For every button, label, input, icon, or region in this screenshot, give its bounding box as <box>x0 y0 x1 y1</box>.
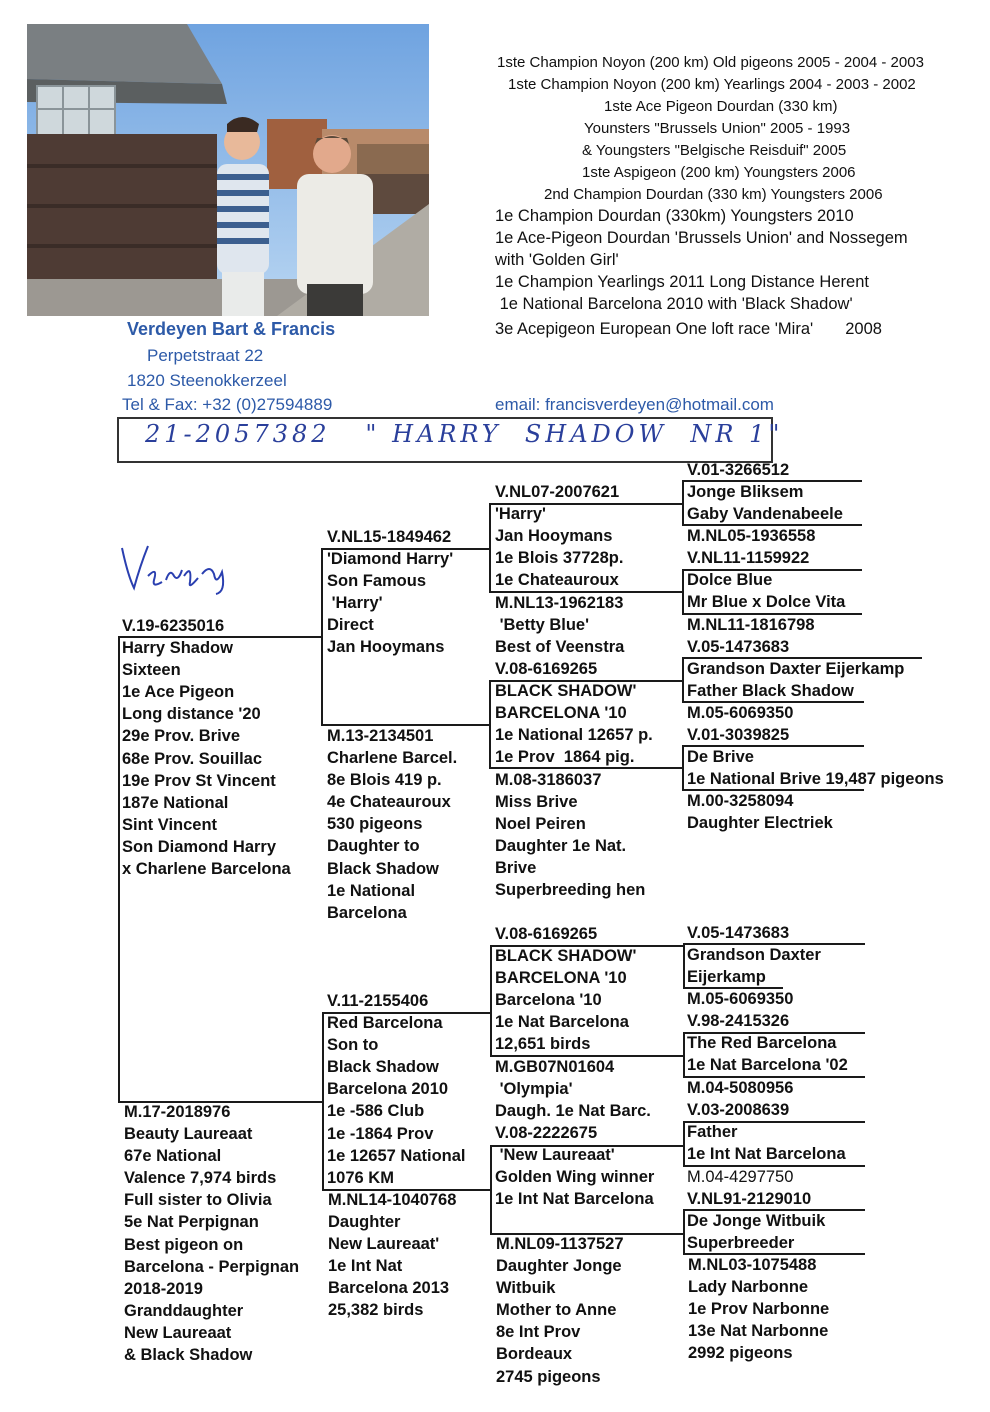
pigeon-line: 68e Prov. Souillac <box>122 749 263 768</box>
pigeon-line: Black Shadow <box>327 859 439 878</box>
pigeon-line: 2745 pigeons <box>496 1367 601 1386</box>
connector-line <box>489 680 491 768</box>
pigeon-line: 1e Chateauroux <box>495 571 619 590</box>
pigeon-line: Full sister to Olivia <box>124 1191 272 1210</box>
pigeon-line: 'Harry' <box>327 594 383 613</box>
pigeon-line: Superbreeding hen <box>495 881 646 900</box>
pigeon-line: BLACK SHADOW' <box>495 682 637 701</box>
achievement-line: with 'Golden Girl' <box>495 251 619 269</box>
pigeon-line: 19e Prov St Vincent <box>122 771 276 790</box>
ring-number: M.04-4297750 <box>687 1168 794 1186</box>
ring-number: M.GB07N01604 <box>495 1058 615 1076</box>
pigeon-line: 'Diamond Harry' <box>327 550 454 569</box>
pigeon-line: & Black Shadow <box>124 1346 253 1365</box>
signature <box>118 536 238 601</box>
gen4-pigeon <box>687 790 833 834</box>
sire-sire-pigeon <box>327 526 453 659</box>
pigeon-line: 'Olympia' <box>495 1080 573 1099</box>
gen4-pigeon <box>687 988 793 1010</box>
gen4-pigeon <box>687 1166 793 1188</box>
pigeon-line: 25,382 birds <box>328 1301 424 1320</box>
pigeon-line: 4e Chateauroux <box>327 793 451 812</box>
pigeon-line: 1e National Brive 19,487 pigeons <box>687 770 944 789</box>
connector-line <box>682 657 684 702</box>
pigeon-line: Direct <box>327 616 374 635</box>
pigeon-line: Best of Veenstra <box>495 638 625 657</box>
connector-line <box>489 503 491 593</box>
connector-line <box>490 945 492 1056</box>
achievement-line: & Youngsters "Belgische Reisduif" 2005 <box>582 142 847 159</box>
gen3-pigeon <box>495 592 624 658</box>
gen4-pigeon <box>687 724 944 790</box>
pigeon-line: Grandson Daxter <box>687 946 821 965</box>
pigeon-line: Daughter to <box>327 837 420 856</box>
pigeon-line: Red Barcelona <box>327 1014 443 1033</box>
owner-street: Perpetstraat 22 <box>147 346 264 365</box>
pigeon-line: 2992 pigeons <box>688 1344 793 1363</box>
pigeon-line: Sixteen <box>122 661 181 680</box>
pigeon-line: 1e -1864 Prov <box>327 1124 434 1143</box>
pigeon-line: Black Shadow <box>327 1058 439 1077</box>
ring-number: V.11-2155406 <box>327 992 429 1010</box>
pigeon-line: 1e Blois 37728p. <box>495 549 624 568</box>
ring-number: M.05-6069350 <box>687 990 794 1008</box>
pigeon-line: Daughter Electriek <box>687 814 833 833</box>
pigeon-line: Sint Vincent <box>122 815 218 834</box>
pigeon-line: Mr Blue x Dolce Vita <box>687 593 846 612</box>
pigeon-line: 1e Prov 1864 pig. <box>495 748 635 767</box>
pigeon-line: Barcelona 2010 <box>327 1080 449 1099</box>
connector-line <box>682 480 684 525</box>
connector-line <box>683 1209 685 1254</box>
gen4-pigeon <box>688 1254 829 1364</box>
pigeon-line: De Jonge Witbuik <box>687 1212 826 1231</box>
ring-number: M.05-6069350 <box>687 704 794 722</box>
gen3-pigeon <box>495 481 623 591</box>
pigeon-line: 1e 12657 National <box>327 1146 466 1165</box>
sire-dam-pigeon <box>327 725 457 924</box>
achievement-line: Younsters "Brussels Union" 2005 - 1993 <box>584 120 851 137</box>
pigeon-line: 5e Nat Perpignan <box>124 1213 259 1232</box>
pigeon-line: Father <box>687 1123 738 1142</box>
ring-number: M.00-3258094 <box>687 792 794 810</box>
pigeon-line: Golden Wing winner <box>495 1168 655 1187</box>
pigeon-line: Daughter <box>328 1213 401 1232</box>
pigeon-line: BLACK SHADOW' <box>495 947 637 966</box>
subject-pigeon <box>122 615 291 880</box>
pigeon-line: Witbuik <box>496 1279 556 1298</box>
pigeon-line: 13e Nat Narbonne <box>688 1322 829 1341</box>
ring-number: V.NL15-1849462 <box>327 528 452 546</box>
gen3-pigeon <box>495 769 645 902</box>
pigeon-line: Dolce Blue <box>687 571 773 590</box>
pigeon-line: New Laureaat' <box>328 1235 440 1254</box>
pigeon-line: Charlene Barcel. <box>327 749 458 768</box>
owner-city: 1820 Steenokkerzeel <box>127 371 287 390</box>
gen3-pigeon <box>496 1233 624 1388</box>
achievement-line: 1ste Champion Noyon (200 km) Yearlings 2004 - 2003 - 2002 <box>508 76 916 93</box>
gen3-pigeon <box>495 1056 651 1122</box>
achievement-line: 2nd Champion Dourdan (330 km) Youngsters 2006 <box>544 186 883 203</box>
pigeon-line: Jonge Bliksem <box>687 483 804 502</box>
pigeon-line: Grandson Daxter Eijerkamp <box>687 660 905 679</box>
pigeon-line: 1e Int Nat <box>328 1257 403 1276</box>
pigeon-line: De Brive <box>687 748 754 767</box>
pigeon-line: Best pigeon on <box>124 1235 244 1254</box>
ring-number: V.08-2222675 <box>495 1124 598 1142</box>
pigeon-line: Valence 7,974 birds <box>124 1169 277 1188</box>
pigeon-line: Son Diamond Harry <box>122 837 277 856</box>
pigeon-line: Miss Brive <box>495 793 578 812</box>
pigeon-line: 1e Int Nat Barcelona <box>495 1190 654 1209</box>
pigeon-line: Daughter 1e Nat. <box>495 837 627 856</box>
pigeon-line: 1e National <box>327 881 416 900</box>
ring-number: M.NL13-1962183 <box>495 594 624 612</box>
gen4-pigeon <box>687 459 843 525</box>
pigeon-line: 'Harry' <box>495 505 546 524</box>
pigeon-line: Barcelona '10 <box>495 991 602 1010</box>
gen4-pigeon <box>687 1099 846 1165</box>
ring-number: V.03-2008639 <box>687 1101 790 1119</box>
pigeon-line: 8e Blois 419 p. <box>327 771 442 790</box>
pigeon-line: 1e Nat Barcelona <box>495 1013 629 1032</box>
pigeon-line: Father Black Shadow <box>687 682 854 701</box>
ring-number: V.19-6235016 <box>122 617 225 635</box>
pigeon-line: 1e Nat Barcelona '02 <box>687 1056 848 1075</box>
pigeon-line: Son to <box>327 1036 379 1055</box>
ring-number: M.NL09-1137527 <box>496 1235 624 1253</box>
connector-line <box>322 1012 324 1190</box>
pigeon-line: Barcelona 2013 <box>328 1279 450 1298</box>
pigeon-line: BARCELONA '10 <box>495 704 627 723</box>
ring-number: V.01-3266512 <box>687 461 790 479</box>
connector-line <box>683 1032 685 1077</box>
pigeon-line: Jan Hooymans <box>327 638 445 657</box>
pigeon-line: 12,651 birds <box>495 1035 591 1054</box>
ring-number: V.01-3039825 <box>687 726 790 744</box>
pigeon-line: 1e Ace Pigeon <box>122 683 235 702</box>
owners-photo <box>27 24 429 316</box>
ring-number: V.08-6169265 <box>495 925 598 943</box>
pigeon-line: 1e National 12657 p. <box>495 726 653 745</box>
pigeon-line: 'New Laureaat' <box>495 1146 615 1165</box>
ring-number: V.NL11-1159922 <box>687 549 810 567</box>
pigeon-line: Granddaughter <box>124 1301 244 1320</box>
ring-number: M.NL03-1075488 <box>688 1256 817 1274</box>
dam-sire-pigeon <box>327 990 466 1189</box>
pigeon-line: 'Betty Blue' <box>495 616 590 635</box>
achievement-line: 1ste Aspigeon (200 km) Youngsters 2006 <box>582 164 856 181</box>
ring-number: V.05-1473683 <box>687 924 790 942</box>
pigeon-line: BARCELONA '10 <box>495 969 627 988</box>
gen4-pigeon <box>687 1077 793 1099</box>
ring-number: M.NL11-1816798 <box>687 616 815 634</box>
pigeon-line: Harry Shadow <box>122 639 233 658</box>
connector-line <box>682 745 684 790</box>
achievement-line: 1e Champion Dourdan (330km) Youngsters 2010 <box>495 207 854 225</box>
pigeon-line: 530 pigeons <box>327 815 423 834</box>
ring-number: V.NL07-2007621 <box>495 483 620 501</box>
achievement-line: 1e Ace-Pigeon Dourdan 'Brussels Union' and Nossegem <box>495 229 908 247</box>
pigeon-line: Gaby Vandenabeele <box>687 505 843 524</box>
connector-line <box>682 569 684 614</box>
connector-line <box>118 636 120 1102</box>
ring-number: M.17-2018976 <box>124 1103 231 1121</box>
gen4-pigeon <box>687 702 793 724</box>
pigeon-line: Noel Peiren <box>495 815 586 834</box>
gen3-pigeon <box>495 923 636 1056</box>
ring-number: M.13-2134501 <box>327 727 434 745</box>
pigeon-title: 21-2057382 " HARRY SHADOW NR 1" <box>145 420 784 448</box>
connector-line <box>683 1121 685 1166</box>
pigeon-line: Mother to Anne <box>496 1301 617 1320</box>
pigeon-line: 187e National <box>122 793 229 812</box>
dam-dam-pigeon <box>328 1189 456 1322</box>
achievement-line: 3e Acepigeon European One loft race 'Mira' 2008 <box>495 320 882 338</box>
pigeon-line: Barcelona <box>327 903 407 922</box>
gen4-pigeon <box>687 614 815 636</box>
pigeon-line: Superbreeder <box>687 1234 795 1253</box>
pigeon-line: Jan Hooymans <box>495 527 613 546</box>
pigeon-line: Daughter Jonge <box>496 1257 622 1276</box>
ring-number: M.NL05-1936558 <box>687 527 816 545</box>
gen4-pigeon <box>687 636 904 702</box>
connector-line <box>683 943 685 988</box>
gen4-pigeon <box>687 1010 848 1076</box>
ring-number: M.NL14-1040768 <box>328 1191 457 1209</box>
gen3-pigeon <box>495 658 653 768</box>
pigeon-line: Brive <box>495 859 537 878</box>
owner-name: Verdeyen Bart & Francis <box>127 319 336 339</box>
ring-number: V.98-2415326 <box>687 1012 790 1030</box>
pigeon-line: 8e Int Prov <box>496 1323 581 1342</box>
owners-photo-image <box>27 24 429 316</box>
dam-pigeon <box>124 1101 299 1366</box>
owner-tel: Tel & Fax: +32 (0)27594889 <box>122 395 333 414</box>
achievement-line: 1ste Ace Pigeon Dourdan (330 km) <box>604 98 838 115</box>
pigeon-line: Son Famous <box>327 572 427 591</box>
connector-line <box>490 1145 492 1235</box>
pigeon-line: 2018-2019 <box>124 1279 203 1298</box>
owner-email: email: francisverdeyen@hotmail.com <box>495 395 774 414</box>
gen4-pigeon <box>687 547 845 613</box>
pigeon-line: The Red Barcelona <box>687 1034 837 1053</box>
gen4-pigeon <box>687 922 821 988</box>
pigeon-line: Eijerkamp <box>687 968 766 987</box>
achievement-line: 1e Champion Yearlings 2011 Long Distance Herent <box>495 273 869 291</box>
ring-number: M.08-3186037 <box>495 771 602 789</box>
signature-scribble <box>118 536 238 596</box>
pigeon-line: 1e Int Nat Barcelona <box>687 1145 846 1164</box>
pigeon-line: 67e National <box>124 1147 222 1166</box>
connector-line <box>321 548 323 725</box>
ring-number: V.08-6169265 <box>495 660 598 678</box>
pigeon-line: Barcelona - Perpignan <box>124 1257 300 1276</box>
pigeon-line: Bordeaux <box>496 1345 573 1364</box>
pigeon-line: Daugh. 1e Nat Barc. <box>495 1102 651 1121</box>
gen4-pigeon <box>687 525 815 547</box>
pigeon-line: Lady Narbonne <box>688 1278 809 1297</box>
ring-number: V.NL91-2129010 <box>687 1190 812 1208</box>
pigeon-line: x Charlene Barcelona <box>122 860 291 879</box>
pigeon-line: Long distance '20 <box>122 705 261 724</box>
ring-number: V.05-1473683 <box>687 638 790 656</box>
ring-number: M.04-5080956 <box>687 1079 794 1097</box>
pigeon-line: New Laureaat <box>124 1323 232 1342</box>
pigeon-line: 1e Prov Narbonne <box>688 1300 830 1319</box>
pigeon-line: 1076 KM <box>327 1168 394 1187</box>
gen4-pigeon <box>687 1188 825 1254</box>
pigeon-line: 1e -586 Club <box>327 1102 425 1121</box>
pigeon-line: Beauty Laureaat <box>124 1125 253 1144</box>
achievement-line: 1ste Champion Noyon (200 km) Old pigeons 2005 - 2004 - 2003 <box>497 54 924 71</box>
gen3-pigeon <box>495 1122 654 1210</box>
achievement-line: 1e National Barcelona 2010 with 'Black Shadow' <box>495 295 853 313</box>
pigeon-line: 29e Prov. Brive <box>122 727 241 746</box>
